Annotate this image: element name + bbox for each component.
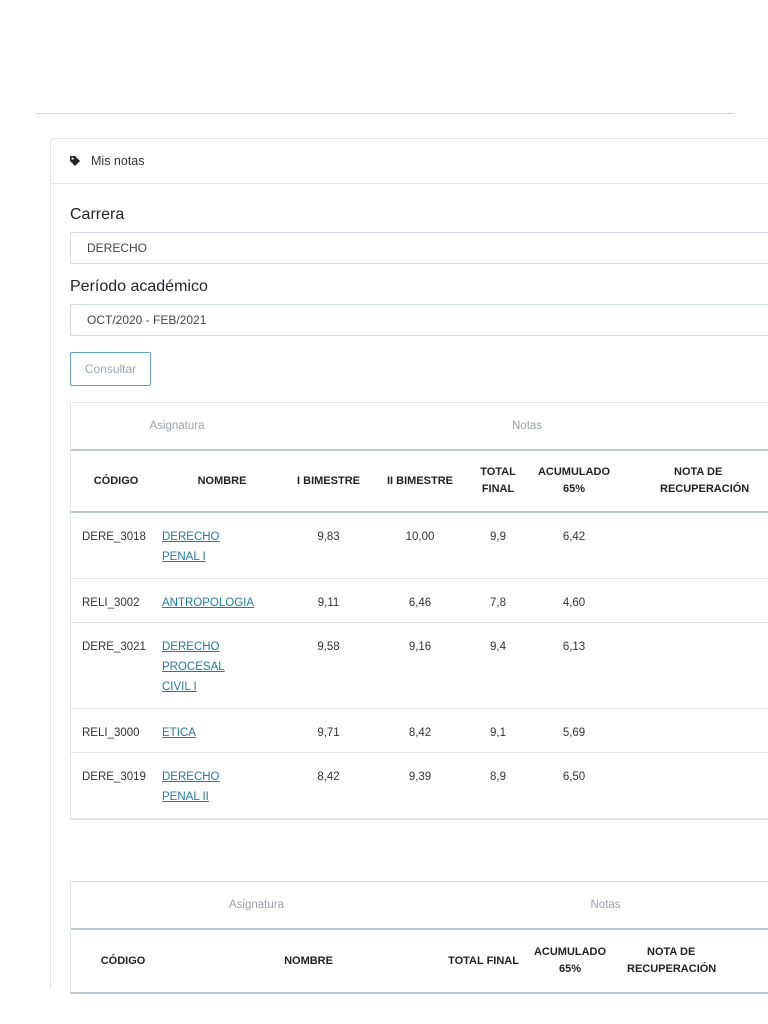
row-b2: 6,46 (374, 578, 466, 622)
periodo-select[interactable] (70, 304, 768, 336)
row-code: DERE_3018 (71, 512, 161, 578)
top-divider (36, 113, 734, 114)
grades-card (50, 138, 768, 989)
tag-icon (69, 155, 81, 167)
row-name (161, 512, 283, 578)
row-code: DERE_3021 (71, 622, 161, 708)
table-row (71, 622, 768, 708)
consultar-button[interactable]: Consultar (70, 352, 151, 386)
row-acum: 6,50 (530, 752, 618, 818)
row-b2: 10,00 (374, 512, 466, 578)
row-total: 9,9 (466, 512, 530, 578)
row-total: 8,9 (466, 752, 530, 818)
row-b1: 9,71 (283, 708, 374, 752)
carrera-label: Carrera (70, 206, 125, 223)
row-recuperacion (618, 578, 768, 622)
column-header-row (71, 450, 768, 512)
second-grades-table (70, 881, 768, 994)
subject-link[interactable]: DERECHO PENAL II (162, 770, 220, 803)
group-asignatura: Asignatura (71, 882, 442, 929)
col-recuperacion: NOTA DE RECUPERACIÓN (618, 450, 768, 512)
row-acum: 6,13 (530, 622, 618, 708)
group-header-row (71, 403, 768, 450)
periodo-selected-value: OCT/2020 - FEB/2021 (87, 313, 207, 327)
card-body (51, 206, 768, 820)
row-acum: 4,60 (530, 578, 618, 622)
table-row (71, 578, 768, 622)
col-codigo: CÓDIGO (71, 929, 175, 993)
table-row (71, 708, 768, 752)
periodo-label: Período académico (70, 278, 208, 295)
subject-link[interactable]: DERECHO PENAL I (162, 531, 220, 563)
row-total: 7,8 (466, 578, 530, 622)
row-b1: 8,42 (283, 752, 374, 818)
row-name (161, 622, 283, 708)
table-row (71, 512, 768, 578)
row-recuperacion (618, 752, 768, 818)
subject-link[interactable]: DERECHO PROCESAL CIVIL I (162, 640, 225, 693)
row-recuperacion (618, 512, 768, 578)
row-b2: 9,39 (374, 752, 466, 818)
row-b2: 8,42 (374, 708, 466, 752)
row-code: DERE_3019 (71, 752, 161, 818)
col-total-final: TOTAL FINAL (442, 929, 525, 993)
row-b1: 9,11 (283, 578, 374, 622)
subject-link[interactable]: ANTROPOLOGIA (162, 596, 255, 609)
row-code: RELI_3002 (71, 578, 161, 622)
group-header-row (71, 882, 768, 929)
row-acum: 6,42 (530, 512, 618, 578)
carrera-selected-value: DERECHO (87, 241, 148, 255)
col-codigo: CÓDIGO (71, 450, 161, 512)
row-recuperacion (618, 708, 768, 752)
row-total: 9,1 (466, 708, 530, 752)
table-row (71, 752, 768, 818)
col-total-final: TOTAL FINAL (466, 450, 530, 512)
row-b2: 9,16 (374, 622, 466, 708)
grades-table (70, 402, 768, 820)
col-acumulado: ACUMULADO 65% (525, 929, 615, 993)
col-nombre: NOMBRE (161, 450, 283, 512)
row-recuperacion (618, 622, 768, 708)
col-i-bimestre: I BIMESTRE (283, 450, 374, 512)
group-notas: Notas (283, 403, 768, 450)
row-name (161, 752, 283, 818)
row-b1: 9,83 (283, 512, 374, 578)
row-name (161, 708, 283, 752)
group-notas: Notas (442, 882, 768, 929)
card-title: Mis notas (91, 154, 145, 168)
col-nombre: NOMBRE (175, 929, 442, 993)
col-ii-bimestre: II BIMESTRE (374, 450, 466, 512)
card-header (51, 139, 768, 184)
row-total: 9,4 (466, 622, 530, 708)
column-header-row (71, 929, 768, 993)
col-acumulado: ACUMULADO 65% (530, 450, 618, 512)
carrera-select[interactable] (70, 232, 768, 264)
row-acum: 5,69 (530, 708, 618, 752)
row-code: RELI_3000 (71, 708, 161, 752)
row-b1: 9,58 (283, 622, 374, 708)
col-recuperacion: NOTA DE RECUPERACIÓN (615, 929, 768, 993)
group-asignatura: Asignatura (71, 403, 283, 450)
row-name (161, 578, 283, 622)
subject-link[interactable]: ETICA (162, 726, 196, 739)
